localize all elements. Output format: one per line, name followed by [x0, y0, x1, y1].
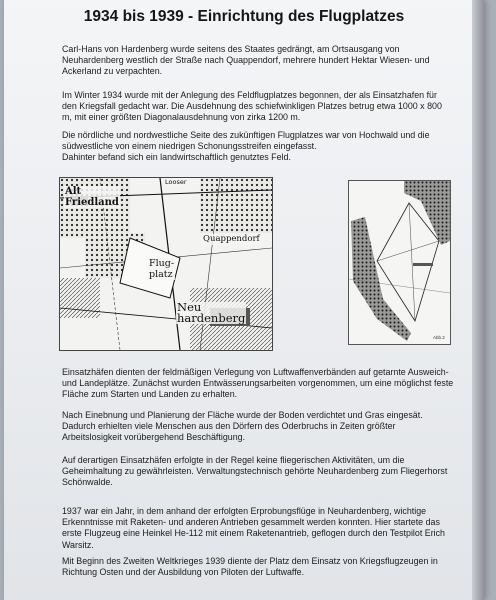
map-label-quappendorf: Quappendorf	[203, 234, 260, 244]
paragraph-7: 1937 war ein Jahr, in dem anhand der erfolgten Erprobungsflüge in Neuhardenberg, wichtige Erkenntnisse mit Raketen- und anderen Antrieben gesammelt werden konnten. Hier startete das erste Flugzeug eine Heinkel He-112 mit einem Raketenantrieb, geflogen durch den Testpilot Erich Warsitz.	[62, 506, 445, 550]
page-title: 1934 bis 1939 - Einrichtung des Flugplatzes	[83, 8, 405, 25]
paragraph-8: Mit Beginn des Zweiten Weltkrieges 1939 diente der Platz dem Einsatz von Kriegsflugzeugen in Richtung Osten und der Ausbildung von Piloten der Luftwaffe.	[62, 556, 438, 578]
paragraph-5: Nach Einebnung und Planierung der Fläche wurde der Boden verdichtet und Gras eingesät. Dadurch erhielten viele Menschen aus den Dörfern des Oderbruchs in Zeiten größter Arbeitslosigkeit vorübergehend Beschäftigung.	[62, 410, 423, 443]
paragraph-1: Carl-Hans von Hardenberg wurde seitens des Staates gedrängt, am Ortsausgang von Neuhardenberg westlich der Straße nach Quappendorf, mehrere hundert Hektar Wiesen- und Ackerland zu verpachten.	[62, 44, 430, 77]
plan-caption: Abb.2	[433, 335, 445, 340]
board-edge	[472, 0, 484, 600]
topographic-map	[59, 177, 273, 351]
map-label-neuhardenberg: Neu hardenberg	[177, 300, 246, 325]
paragraph-6: Auf derartigen Einsatzhäfen erfolgte in der Regel keine fliegerischen Aktivitäten, um die Geheimhaltung zu gewährleisten. Verwaltungstechnisch gehörte Neuhardenberg zum Fliegerhorst Schönwalde.	[62, 455, 448, 488]
plan-drawing	[349, 181, 450, 344]
map-label-alt-friedland: Alt Friedland	[65, 186, 119, 208]
paragraph-2: Im Winter 1934 wurde mit der Anlegung des Feldflugplatzes begonnen, der als Einsatzhafen für den Kriegsfall gedacht war. Die Ausdehnung des schiefwinkligen Platzes betrug etwa 1000 x 800 m, mit einer größten Diagonalausdehnung von zirka 1200 m.	[62, 90, 442, 123]
map-label-flugplatz: Flug- platz	[149, 258, 175, 280]
map-label-loose: Looser	[165, 178, 187, 186]
paragraph-4: Einsatzhäfen dienten der feldmäßigen Verlegung von Luftwaffenverbänden auf getarnte Ausweich- und Landeplätze. Zunächst wurden Entwässerungsarbeiten vorgenommen, um eine möglichst feste Fläche zum Starten und Landen zu erhalten.	[62, 367, 454, 400]
airfield-plan	[348, 180, 451, 345]
paragraph-3: Die nördliche und nordwestliche Seite des zukünftigen Flugplatzes war von Hochwald und die südwestliche von einem niedrigen Schonungsstreifen eingefasst. Dahinter befand sich ein landwirtschaftlich genutztes Feld.	[62, 130, 430, 163]
exhibit-board	[4, 0, 484, 600]
